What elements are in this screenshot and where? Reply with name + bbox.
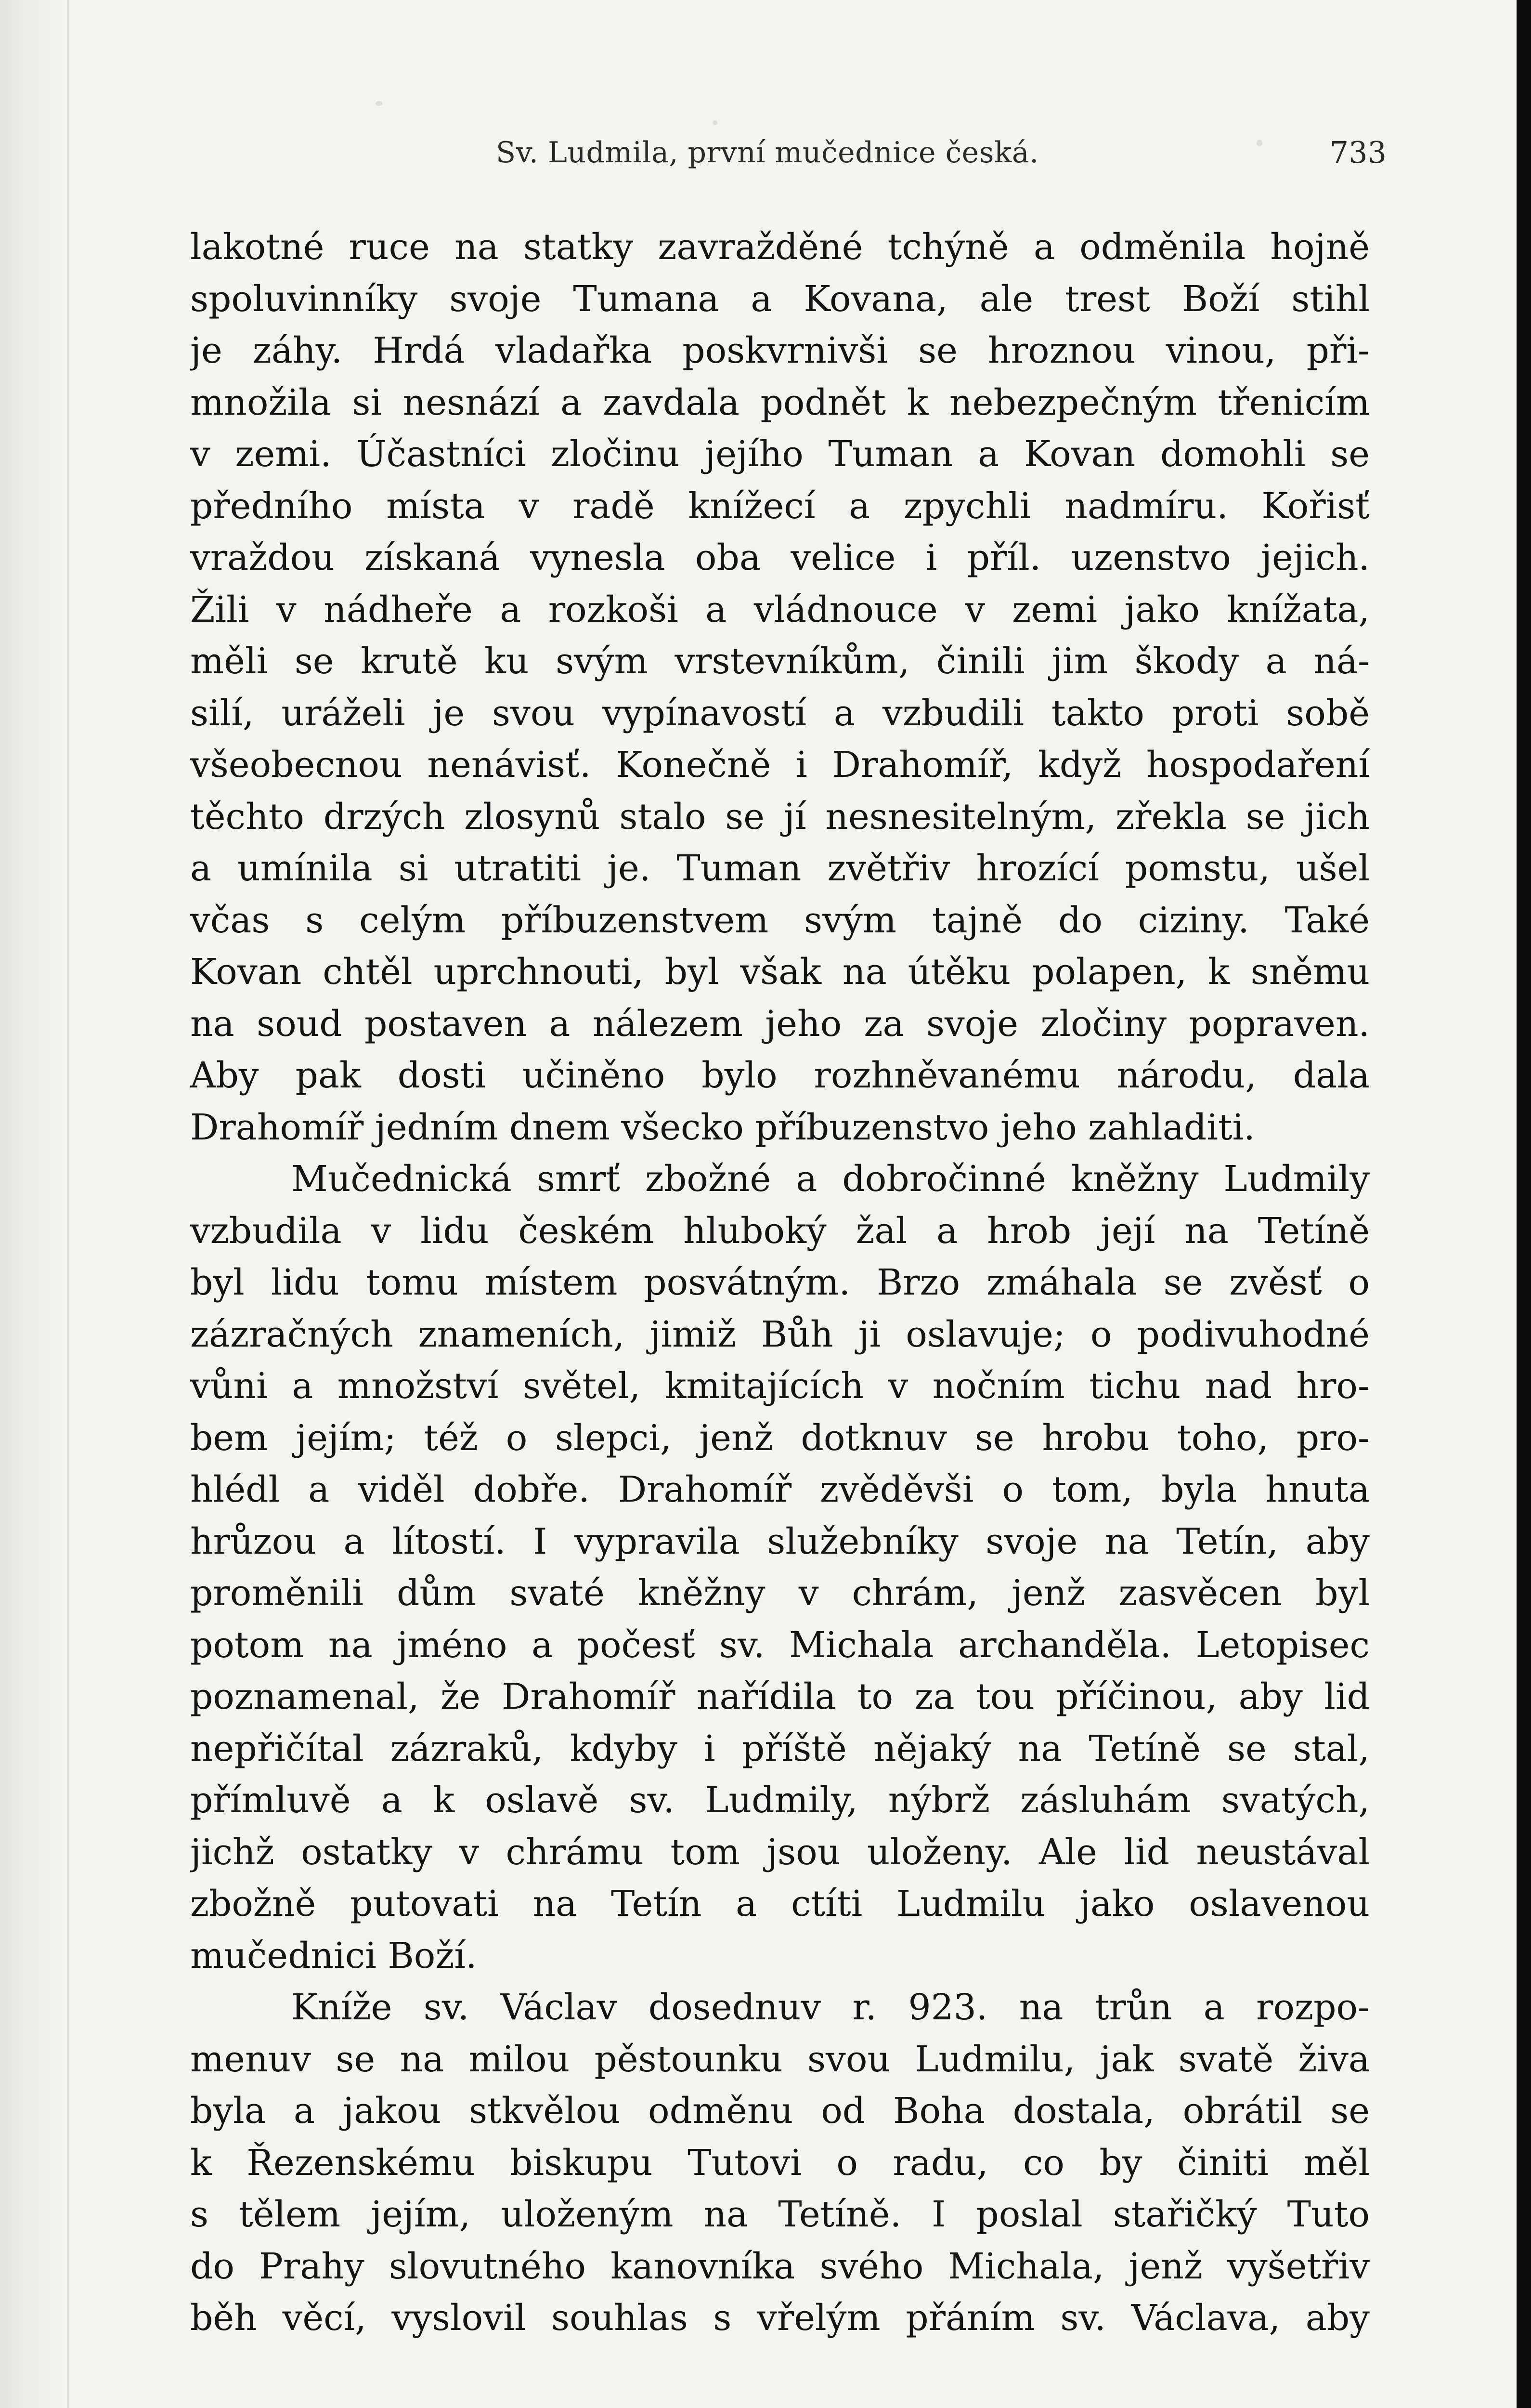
scan-edge	[1517, 0, 1531, 2408]
text-line: Drahomíř jedním dnem všecko příbuzenstvo jeho zahladiti.	[190, 1106, 1255, 1148]
text-line: poznamenal, že Drahomíř nařídila to za tou příčinou, aby lid	[190, 1676, 1370, 1717]
text-line: nepřičítal zázraků, kdyby i příště nějaký na Tetíně se stal,	[190, 1727, 1370, 1769]
ink-speck	[713, 120, 717, 125]
text-line: do Prahy slovutného kanovníka svého Michala, jenž vyšetřiv	[190, 2245, 1370, 2287]
text-line: jichž ostatky v chrámu tom jsou uloženy. Ale lid neustával	[190, 1831, 1370, 1873]
body-text	[190, 222, 1370, 2344]
text-line: menuv se na milou pěstounku svou Ludmilu, jak svatě živa	[190, 2038, 1370, 2080]
text-line: byl lidu tomu místem posvátným. Brzo zmáhala se zvěsť o	[190, 1262, 1370, 1303]
text-line: spoluvinníky svoje Tumana a Kovana, ale trest Boží stihl	[190, 278, 1370, 320]
text-line: množila si nesnází a zavdala podnět k nebezpečným třenicím	[190, 381, 1370, 423]
text-line: k Řezenskému biskupu Tutovi o radu, co by činiti měl	[190, 2142, 1370, 2184]
text-line: Kníže sv. Václav dosednuv r. 923. na trůn a rozpo-	[291, 1987, 1370, 2028]
text-line: hlédl a viděl dobře. Drahomíř zvěděvši o tom, byla hnuta	[190, 1469, 1370, 1510]
text-line: přímluvě a k oslavě sv. Ludmily, nýbrž zásluhám svatých,	[190, 1780, 1370, 1821]
text-line: těchto drzých zlosynů stalo se jí nesnesitelným, zřekla se jich	[190, 796, 1370, 838]
text-line: na soud postaven a nálezem jeho za svoje zločiny popraven.	[190, 1003, 1370, 1045]
text-line: Žili v nádheře a rozkoši a vládnouce v zemi jako knížata,	[190, 589, 1370, 630]
ink-speck	[1257, 140, 1262, 146]
text-line: bem jejím; též o slepci, jenž dotknuv se hrobu toho, pro-	[190, 1417, 1370, 1459]
text-line: zbožně putovati na Tetín a ctíti Ludmilu jako oslavenou	[190, 1883, 1370, 1924]
gutter-fold-line	[67, 0, 69, 2408]
text-line: vůni a množství světel, kmitajících v nočním tichu nad hro-	[190, 1365, 1370, 1407]
running-title: Sv. Ludmila, první mučednice česká.	[496, 136, 1039, 170]
text-line: hrůzou a lítostí. I vypravila služebníky svoje na Tetín, aby	[190, 1520, 1370, 1562]
text-line: byla a jakou stkvělou odměnu od Boha dostala, obrátil se	[190, 2090, 1370, 2132]
text-line: včas s celým příbuzenstvem svým tajně do ciziny. Také	[190, 899, 1370, 941]
text-line: měli se krutě ku svým vrstevníkům, činili jim škody a ná-	[190, 641, 1370, 682]
text-line: vzbudila v lidu českém hluboký žal a hrob její na Tetíně	[190, 1210, 1370, 1252]
text-line: a umínila si utratiti je. Tuman zvětřiv hrozící pomstu, ušel	[190, 848, 1370, 889]
text-line: lakotné ruce na statky zavražděné tchýně a odměnila hojně	[190, 226, 1370, 268]
page-gutter	[0, 0, 63, 2408]
text-line: s tělem jejím, uloženým na Tetíně. I poslal stařičký Tuto	[190, 2194, 1370, 2235]
page-number: 733	[1329, 135, 1387, 170]
ink-speck	[376, 101, 382, 106]
text-line: předního místa v radě knížecí a zpychli nadmíru. Kořisť	[190, 485, 1370, 527]
text-line: je záhy. Hrdá vladařka poskvrnivši se hroznou vinou, při-	[190, 330, 1370, 371]
text-line: silí, uráželi je svou vypínavostí a vzbudili takto proti sobě	[190, 692, 1370, 734]
text-line: v zemi. Účastníci zločinu jejího Tuman a Kovan domohli se	[190, 433, 1370, 475]
text-line: běh věcí, vyslovil souhlas s vřelým přáním sv. Václava, aby	[190, 2297, 1370, 2339]
text-line: Mučednická smrť zbožné a dobročinné kněžny Ludmily	[291, 1158, 1370, 1200]
text-line: Aby pak dosti učiněno bylo rozhněvanému národu, dala	[190, 1055, 1370, 1096]
text-line: potom na jméno a počesť sv. Michala archanděla. Letopisec	[190, 1624, 1370, 1666]
text-line: všeobecnou nenávisť. Konečně i Drahomíř, když hospodaření	[190, 744, 1370, 785]
text-line: Kovan chtěl uprchnouti, byl však na útěku polapen, k sněmu	[190, 951, 1370, 993]
text-line: vraždou získaná vynesla oba velice i příl. uzenstvo jejich.	[190, 537, 1370, 578]
text-line: zázračných znameních, jimiž Bůh ji oslavuje; o podivuhodné	[190, 1313, 1370, 1355]
text-line: mučednici Boží.	[190, 1935, 477, 1976]
text-line: proměnili dům svaté kněžny v chrám, jenž zasvěcen byl	[190, 1572, 1370, 1614]
